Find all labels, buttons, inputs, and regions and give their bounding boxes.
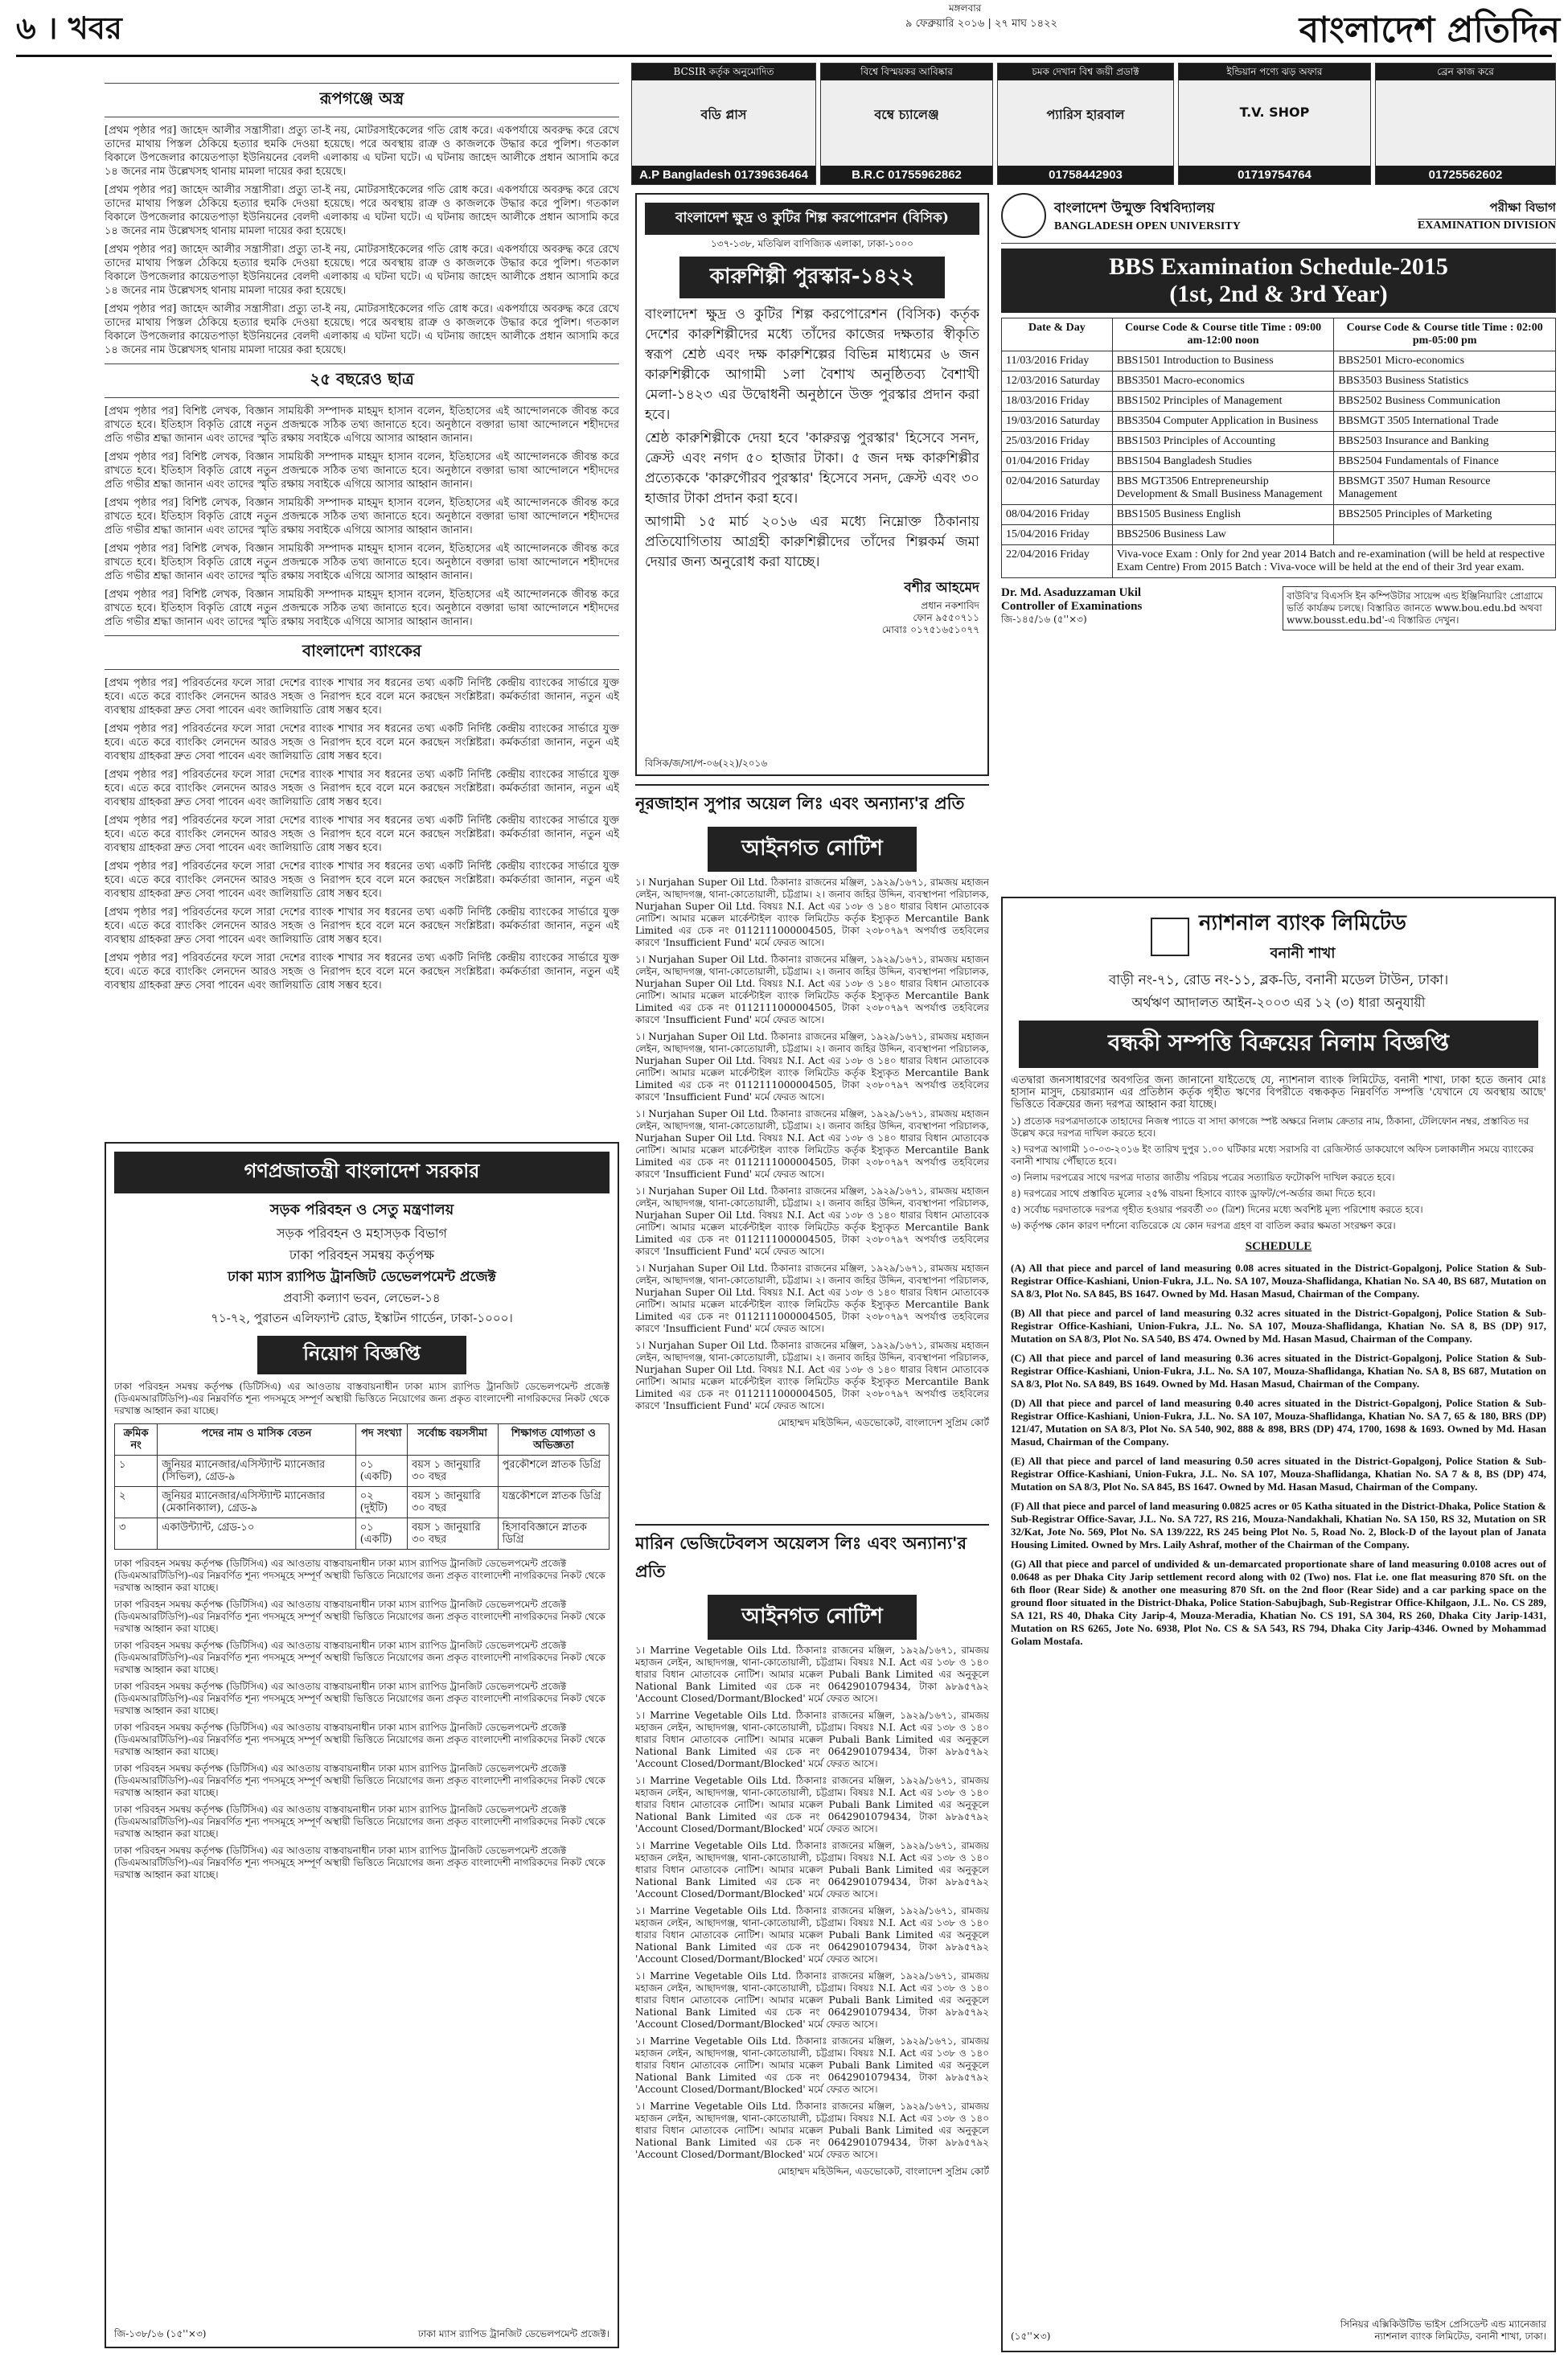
notice-heading: আইনগত নোটিশ — [708, 827, 917, 872]
table-cell: পুরকৌশলে স্নাতক ডিগ্রি — [498, 1456, 609, 1487]
ad-brc — [820, 63, 993, 185]
afternoon-course: BBS3503 Business Statistics — [1334, 372, 1556, 392]
auction-term: ৬) কর্তৃপক্ষ কোন কারণ দর্শানো ব্যতিরেকে যে কোন দরপত্র গ্রহণ বা বাতিল করার ক্ষমতা সংরক্ষণ করে। — [1011, 1220, 1396, 1231]
afternoon-course: BBS2504 Fundamentals of Finance — [1334, 452, 1556, 472]
exam-date: 02/04/2016 Saturday — [1002, 472, 1113, 505]
table-cell: জুনিয়র ম্যানেজার/এসিস্ট্যান্ট ম্যানেজার (সিভিল), গ্রেড-৯ — [158, 1456, 355, 1487]
govt-address: ৭১-৭২, পুরাতন এলিফ্যান্ট রোড, ইস্কাটন গার্ডেন, ঢাকা-১০০০। — [211, 1311, 513, 1325]
university-name-bn: বাংলাদেশ উন্মুক্ত বিশ্ববিদ্যালয় — [1054, 200, 1215, 216]
notice-body: ১। Nurjahan Super Oil Ltd. ঠিকানাঃ রাজনের মঞ্জিল, ১৯২৯/১৬৭১, রামজয় মহাজন লেইন, আছাদগঞ্জ, থানা-কোতোয়ালী, চট্টগ্রাম। ২। জনাব জহির উদ্দিন, ব্যবস্থাপনা পরিচালক, Nurjahan Super Oil Ltd. বিষয়ঃ N.I. Act এর ১৩৮ ও ১৪০ ধারার বিধান মোতাবেক নোটিশ। আমার মক্কেল মার্কেন্টাইল ব্যাংক লিমিটেড কর্তৃক ইস্যুকৃত Mercantile Bank Limited এর চেক নং 0112111000004505, টাকা ২৩৮০৭৯৭ অপর্যাপ্ত তহবিলের কারণে 'Insufficient Fund' মর্মে ফেরত আসে। — [635, 877, 989, 948]
table-cell: বয়স ১ জানুয়ারি ৩০ বছর — [407, 1518, 498, 1550]
story-body-repeat: [প্রথম পৃষ্ঠার পর] পরিবর্তনের ফলে সারা দেশের ব্যাংক শাখার সব ধরনের তথ্য একটি নির্দিষ্ট কেন্দ্রীয় ব্যাংকের সার্ভারে যুক্ত হবে। এতে করে ব্যাংকিং লেনদেন আরও সহজ ও নিরাপদ হবে বলে মনে করছেন সংশ্লিষ্টরা। কর্মকর্তারা জানান, নতুন এই ব্যবস্থায় গ্রাহকরা দ্রুত সেবা পাবেন এবং জালিয়াতি রোধ সম্ভব হবে। — [105, 723, 619, 762]
property-schedule — [1011, 1262, 1546, 1648]
terms-text: ঢাকা পরিবহন সমন্বয় কর্তৃপক্ষ (ডিটিসিএ) এর আওতায় বাস্তবায়নাধীন ঢাকা ম্যাস র‍্যাপিড ট্রানজিট ডেভেলপমেন্ট প্রজেক্ট (ডিএমআরটিডিপি)-এর নিম্নবর্ণিত শূন্য পদসমূহে সম্পূর্ণ অস্থায়ী ভিত্তিতে নিয়োগের জন্য প্রকৃত বাংলাদেশী নাগরিকদের নিকট থেকে দরখাস্ত আহ্বান করা যাচ্ছে। — [114, 1804, 605, 1839]
notice-body-repeat: ১। Marrine Vegetable Oils Ltd. ঠিকানাঃ রাজনের মঞ্জিল, ১৯২৯/১৬৭১, রামজয় মহাজন লেইন, আছাদগঞ্জ, থানা-কোতোয়ালী, চট্টগ্রাম। বিষয়ঃ N.I. Act এর ১৩৮ ও ১৪০ ধারার বিধান মোতাবেক নোটিশ। আমার মক্কেল Pubali Bank Limited এর অনুকূলে National Bank Limited এর চেক নং 0642901079434, টাকা ৯৮৯৫৭৯২ 'Account Closed/Dormant/Blocked' মর্মে ফেরত আসে। — [635, 1970, 989, 2030]
auction-term: ৫) সর্বোচ্চ দরদাতাকে দরপত্র গৃহীত হওয়ার পরবর্তী ৩০ (ত্রিশ) দিনের মধ্যে অবশিষ্ট মূল্য পরিশোধ করতে হবে। — [1011, 1204, 1423, 1215]
bou-exam-schedule — [1001, 193, 1556, 885]
table-cell: বয়স ১ জানুয়ারি ৩০ বছর — [407, 1487, 498, 1518]
ad-company: B.R.C — [852, 168, 885, 182]
table-row — [1002, 472, 1556, 505]
ad-phone: 01739636464 — [734, 168, 808, 182]
header-rule — [16, 55, 1552, 57]
schedule-item: (D) All that piece and parcel of land measuring 0.40 acres situated in the District-Gopalgonj, Police Station & Sub-Registrar Office-Kashiani, Union-Fukra, J.L. No. SA 107, Mouza-Shaflidanga, Khatian No. SA 7, 65 & 180, BRS (DP) 121/47, Mutation on SA 8/3, Plot No. SA 540, 902, 888 & 898, BRS (DP) 474, 1700, 1698 & 1693. Owned by Md. Hasan Masud, Chairman of the Company. — [1011, 1397, 1546, 1448]
table-row — [115, 1487, 610, 1518]
table-row — [1002, 392, 1556, 412]
story-body-repeat: [প্রথম পৃষ্ঠার পর] জাহেদ আলীর সন্ত্রাসীরা। প্রত্যু তা-ই নয়, মোটরসাইকেলের গতি রোধ করে। একপর্যায়ে অবরুদ্ধ করে রেখে তাদের মাথায় পিস্তল ঠেকিয়ে হত্যার হুমকি দেওয়া হয়েছে। পরে অবস্থায় রাত্রু ও কাজলকে উদ্ধার করে পুলিশ। গতকাল বিকালে উপজেলার কায়েতপাড়া ইউনিয়নের বেলদী এলাকায় এ ঘটনা ঘটে। এ ঘটনায় জাহেদ আলীকে প্রধান আসামি করে ১৪ জনের নাম উল্লেখসহ থানায় মামলা দায়ের করা হয়েছে। — [105, 244, 619, 297]
exam-date: 22/04/2016 Friday — [1002, 545, 1113, 578]
university-name-en: BANGLADESH OPEN UNIVERSITY — [1054, 220, 1241, 232]
bank-logo-icon — [1151, 918, 1189, 956]
table-row — [115, 1456, 610, 1487]
controller-name: Dr. Md. Asaduzzaman Ukil — [1001, 586, 1142, 599]
morning-course: BBS MGT3506 Entrepreneurship Development & Small Business Management — [1112, 472, 1334, 505]
story-body-repeat: [প্রথম পৃষ্ঠার পর] বিশিষ্ট লেখক, বিজ্ঞান সাময়িকী সম্পাদক মাহমুদ হাসান বলেন, ইতিহাসের এই আন্দোলনকে জীবন্ত করে রাখতে হবে। ইতিহাস বিকৃতি রোধে নতুন প্রজন্মকে সঠিক তথ্য জানাতে হবে। অনুষ্ঠানে বক্তারা ভাষা আন্দোলনে শহীদদের প্রতি গভীর শ্রদ্ধা জানান এবং তাদের স্মৃতি রক্ষায় সবাইকে এগিয়ে আসার আহ্বান জানান। — [105, 497, 619, 536]
story-title: রূপগঞ্জে অস্ত্র — [105, 83, 619, 117]
ad-label: ইন্ডিয়ান পণ্যে ঝড় অফার — [1179, 64, 1370, 80]
bank-address: বাড়ী নং-৭১, রোড নং-১১, ব্লক-ডি, বনানী মডেল টাউন, ঢাকা। — [1108, 972, 1449, 988]
auction-term: ১) প্রত্যেক দরপত্রদাতাকে তাহাদের নিজস্ব প্যাডে বা সাদা কাগজে স্পষ্ট অক্ষরে নিলাম ক্রেতার নাম, ঠিকানা, টেলিফোন নম্বর, প্রস্তাবিত দর উল্লেখ করে দরপত্র দাখিল করতে হবে। — [1011, 1115, 1529, 1139]
header-date: ৯ ফেব্রুয়ারি ২০১৬ | ২৭ মাঘ ১৪২২ — [905, 18, 1057, 30]
university-seal-icon — [1001, 193, 1046, 238]
notice-body-repeat: ১। Marrine Vegetable Oils Ltd. ঠিকানাঃ রাজনের মঞ্জিল, ১৯২৯/১৬৭১, রামজয় মহাজন লেইন, আছাদগঞ্জ, থানা-কোতোয়ালী, চট্টগ্রাম। বিষয়ঃ N.I. Act এর ১৩৮ ও ১৪০ ধারার বিধান মোতাবেক নোটিশ। আমার মক্কেল Pubali Bank Limited এর অনুকূলে National Bank Limited এর চেক নং 0642901079434, টাকা ৯৮৯৫৭৯২ 'Account Closed/Dormant/Blocked' মর্মে ফেরত আসে। — [635, 1840, 989, 1900]
story-body-repeat: [প্রথম পৃষ্ঠার পর] বিশিষ্ট লেখক, বিজ্ঞান সাময়িকী সম্পাদক মাহমুদ হাসান বলেন, ইতিহাসের এই আন্দোলনকে জীবন্ত করে রাখতে হবে। ইতিহাস বিকৃতি রোধে নতুন প্রজন্মকে সঠিক তথ্য জানাতে হবে। অনুষ্ঠানে বক্তারা ভাষা আন্দোলনে শহীদদের প্রতি গভীর শ্রদ্ধা জানান এবং তাদের স্মৃতি রক্ষায় সবাইকে এগিয়ে আসার আহ্বান জানান। — [105, 589, 619, 628]
table-cell: ৩ — [115, 1518, 158, 1550]
notice-title: মারিন ভেজিটেবলস অয়েলস লিঃ এবং অন্যান্য'র প্রতি — [635, 1533, 967, 1581]
afternoon-course: BBS2501 Micro-economics — [1334, 351, 1556, 372]
bscic-award-ad — [635, 193, 989, 776]
bscic-address: ১৩৭-১৩৮, মতিঝিল বাণিজ্যিক এলাকা, ঢাকা-১০০০ — [711, 238, 913, 249]
recruitment-heading: নিয়োগ বিজ্ঞপ্তি — [257, 1336, 466, 1374]
table-cell: ০১ (একটি) — [355, 1518, 407, 1550]
ad-label: বিশ্বে বিস্ময়কর আবিষ্কার — [821, 64, 992, 80]
notice-body-repeat: ১। Marrine Vegetable Oils Ltd. ঠিকানাঃ রাজনের মঞ্জিল, ১৯২৯/১৬৭১, রামজয় মহাজন লেইন, আছাদগঞ্জ, থানা-কোতোয়ালী, চট্টগ্রাম। বিষয়ঃ N.I. Act এর ১৩৮ ও ১৪০ ধারার বিধান মোতাবেক নোটিশ। আমার মক্কেল Pubali Bank Limited এর অনুকূলে National Bank Limited এর চেক নং 0642901079434, টাকা ৯৮৯৫৭৯২ 'Account Closed/Dormant/Blocked' মর্মে ফেরত আসে। — [635, 1710, 989, 1769]
ministry-name: সড়ক পরিবহন ও সেতু মন্ত্রণালয় — [269, 1201, 454, 1218]
terms-text: ঢাকা পরিবহন সমন্বয় কর্তৃপক্ষ (ডিটিসিএ) এর আওতায় বাস্তবায়নাধীন ঢাকা ম্যাস র‍্যাপিড ট্রানজিট ডেভেলপমেন্ট প্রজেক্ট (ডিএমআরটিডিপি)-এর নিম্নবর্ণিত শূন্য পদসমূহে সম্পূর্ণ অস্থায়ী ভিত্তিতে নিয়োগের জন্য প্রকৃত বাংলাদেশী নাগরিকদের নিকট থেকে দরখাস্ত আহ্বান করা যাচ্ছে। — [114, 1599, 605, 1634]
signatory-name: বশীর আহমেদ — [904, 580, 979, 596]
auction-term: ৩) নিলাম দরপত্রের সাথে দরপত্র দাতার জাতীয় পরিচয় পত্রের সত্যায়িত ফটোকপি দাখিল করতে হবে। — [1011, 1172, 1395, 1183]
exam-date: 25/03/2016 Friday — [1002, 432, 1113, 452]
signatory-title: প্রধান নকশাবিদ — [921, 600, 979, 611]
ad-phone: 01725562602 — [1376, 166, 1555, 184]
story-body-repeat: [প্রথম পৃষ্ঠার পর] পরিবর্তনের ফলে সারা দেশের ব্যাংক শাখার সব ধরনের তথ্য একটি নির্দিষ্ট কেন্দ্রীয় ব্যাংকের সার্ভারে যুক্ত হবে। এতে করে ব্যাংকিং লেনদেন আরও সহজ ও নিরাপদ হবে বলে মনে করছেন সংশ্লিষ্টরা। কর্মকর্তারা জানান, নতুন এই ব্যবস্থায় গ্রাহকরা দ্রুত সেবা পাবেন এবং জালিয়াতি রোধ সম্ভব হবে। — [105, 815, 619, 854]
ad-paris-herbal — [997, 63, 1174, 185]
notice-body-repeat: ১। Nurjahan Super Oil Ltd. ঠিকানাঃ রাজনের মঞ্জিল, ১৯২৯/১৬৭১, রামজয় মহাজন লেইন, আছাদগঞ্জ, থানা-কোতোয়ালী, চট্টগ্রাম। ২। জনাব জহির উদ্দিন, ব্যবস্থাপনা পরিচালক, Nurjahan Super Oil Ltd. বিষয়ঃ N.I. Act এর ১৩৮ ও ১৪০ ধারার বিধান মোতাবেক নোটিশ। আমার মক্কেল মার্কেন্টাইল ব্যাংক লিমিটেড কর্তৃক ইস্যুকৃত Mercantile Bank Limited এর চেক নং 0112111000004505, টাকা ২৩৮০৭৯৭ অপর্যাপ্ত তহবিলের কারণে 'Insufficient Fund' মর্মে ফেরত আসে। — [635, 1031, 989, 1103]
afternoon-course: BBSMGT 3507 Human Resource Management — [1334, 472, 1556, 505]
ad-label: চমক দেখান বিশ্ব জয়ী প্রডাক্ট — [998, 64, 1173, 80]
notice-body-repeat: ১। Nurjahan Super Oil Ltd. ঠিকানাঃ রাজনের মঞ্জিল, ১৯২৯/১৬৭১, রামজয় মহাজন লেইন, আছাদগঞ্জ, থানা-কোতোয়ালী, চট্টগ্রাম। ২। জনাব জহির উদ্দিন, ব্যবস্থাপনা পরিচালক, Nurjahan Super Oil Ltd. বিষয়ঃ N.I. Act এর ১৩৮ ও ১৪০ ধারার বিধান মোতাবেক নোটিশ। আমার মক্কেল মার্কেন্টাইল ব্যাংক লিমিটেড কর্তৃক ইস্যুকৃত Mercantile Bank Limited এর চেক নং 0112111000004505, টাকা ২৩৮০৭৯৭ অপর্যাপ্ত তহবিলের কারণে 'Insufficient Fund' মর্মে ফেরত আসে। — [635, 1263, 989, 1334]
project-name: ঢাকা ম্যাস র‍্যাপিড ট্রানজিট ডেভেলপমেন্ট প্রজেক্ট — [228, 1269, 496, 1285]
auction-heading: বন্ধকী সম্পত্তি বিক্রয়ের নিলাম বিজ্ঞপ্তি — [1019, 1021, 1538, 1068]
notice-signatory: মোহাম্মদ মহিউদ্দিন, এডভোকেট, বাংলাদেশ সুপ্রিম কোর্ট — [777, 1417, 989, 1428]
authority-name: ঢাকা পরিবহন সমন্বয় কর্তৃপক্ষ — [289, 1247, 435, 1263]
table-header: পদের নাম ও মাসিক বেতন — [158, 1424, 355, 1456]
table-cell: ০২ (দুইটি) — [355, 1487, 407, 1518]
exam-date: 01/04/2016 Friday — [1002, 452, 1113, 472]
morning-course: BBS1505 Business English — [1112, 505, 1334, 525]
table-row — [1002, 452, 1556, 472]
table-cell: একাউন্ট্যান্ট, গ্রেড-১০ — [158, 1518, 355, 1550]
table-row — [1002, 505, 1556, 525]
table-header: Course Code & Course title Time : 09:00 am-12:00 noon — [1112, 318, 1334, 351]
story-body-repeat: [প্রথম পৃষ্ঠার পর] জাহেদ আলীর সন্ত্রাসীরা। প্রত্যু তা-ই নয়, মোটরসাইকেলের গতি রোধ করে। একপর্যায়ে অবরুদ্ধ করে রেখে তাদের মাথায় পিস্তল ঠেকিয়ে হত্যার হুমকি দেওয়া হয়েছে। পরে অবস্থায় রাত্রু ও কাজলকে উদ্ধার করে পুলিশ। গতকাল বিকালে উপজেলার কায়েতপাড়া ইউনিয়নের বেলদী এলাকায় এ ঘটনা ঘটে। এ ঘটনায় জাহেদ আলীকে প্রধান আসামি করে ১৪ জনের নাম উল্লেখসহ থানায় মামলা দায়ের করা হয়েছে। — [105, 184, 619, 237]
recruitment-intro: ঢাকা পরিবহন সমন্বয় কর্তৃপক্ষ (ডিটিসিএ) এর আওতায় বাস্তবায়নাধীন ঢাকা ম্যাস র‍্যাপিড ট্রানজিট ডেভেলপমেন্ট প্রজেক্ট (ডিএমআরটিডিপি)-এর নিম্নবর্ণিত শূন্য পদসমূহে সম্পূর্ণ অস্থায়ী ভিত্তিতে নিয়োগের জন্য প্রকৃত বাংলাদেশী নাগরিকদের নিকট থেকে দরখাস্ত আহ্বান করা যাচ্ছে। — [114, 1381, 610, 1416]
table-cell: ০১ (একটি) — [355, 1456, 407, 1487]
story-body: [প্রথম পৃষ্ঠার পর] বিশিষ্ট লেখক, বিজ্ঞান সাময়িকী সম্পাদক মাহমুদ হাসান বলেন, ইতিহাসের এই আন্দোলনকে জীবন্ত করে রাখতে হবে। ইতিহাস বিকৃতি রোধে নতুন প্রজন্মকে সঠিক তথ্য জানাতে হবে। অনুষ্ঠানে বক্তারা ভাষা আন্দোলনে শহীদদের প্রতি গভীর শ্রদ্ধা জানান এবং তাদের স্মৃতি রক্ষায় সবাইকে এগিয়ে আসার আহ্বান জানান। — [105, 405, 619, 445]
story-body: [প্রথম পৃষ্ঠার পর] জাহেদ আলীর সন্ত্রাসীরা। প্রত্যু তা-ই নয়, মোটরসাইকেলের গতি রোধ করে। একপর্যায়ে অবরুদ্ধ করে রেখে তাদের মাথায় পিস্তল ঠেকিয়ে হত্যার হুমকি দেওয়া হয়েছে। পরে অবস্থায় রাত্রু ও কাজলকে উদ্ধার করে পুলিশ। গতকাল বিকালে উপজেলার কায়েতপাড়া ইউনিয়নের বেলদী এলাকায় এ ঘটনা ঘটে। এ ঘটনায় জাহেদ আলীকে প্রধান আসামি করে ১৪ জনের নাম উল্লেখসহ থানায় মামলা দায়ের করা হয়েছে। — [105, 125, 619, 178]
schedule-item: (F) All that piece and parcel of land measuring 0.0825 acres or 05 Katha situated in the District-Dhaka, Police Station & Sub-Registrar Office-Savar, J.L. No. SA 727, RS 216, Mouza-Nandakhali, Khatian No. SA 150, RS 32, Mutation on SR 32/Kat, Jote No. 569, Plot No. SA 139/222, RS 245 being Plot No. 5, Road No. 2, Block-D of the layout plan of Janata Housing Limited. Owned by Mrs. Laily Ashraf, mother of the Chairman of the Company. — [1011, 1500, 1546, 1550]
morning-course: BBS1504 Bangladesh Studies — [1112, 452, 1334, 472]
schedule-title: SCHEDULE — [1245, 1240, 1312, 1253]
posts-table — [114, 1423, 610, 1550]
cse-admission-note: বাউবি'র বিএসসি ইন কম্পিউটার সায়েন্স এন্ড ইঞ্জিনিয়ারিং প্রোগ্রামে ভর্তি কার্যক্রম চলছে। বিস্তারিত জানতে www.bou.edu.bd অথবা www.bousst.edu.bd'-এ বিস্তারিত দেখুন। — [1283, 586, 1556, 630]
afternoon-course — [1334, 525, 1556, 545]
afternoon-course: BBS2505 Principles of Marketing — [1334, 505, 1556, 525]
building-name: প্রবাসী কল্যাণ ভবন, লেভেল-১৪ — [283, 1291, 441, 1305]
page-section-label: ৬ । খবর — [16, 10, 122, 46]
story-body-repeat: [প্রথম পৃষ্ঠার পর] পরিবর্তনের ফলে সারা দেশের ব্যাংক শাখার সব ধরনের তথ্য একটি নির্দিষ্ট কেন্দ্রীয় ব্যাংকের সার্ভারে যুক্ত হবে। এতে করে ব্যাংকিং লেনদেন আরও সহজ ও নিরাপদ হবে বলে মনে করছেন সংশ্লিষ্টরা। কর্মকর্তারা জানান, নতুন এই ব্যবস্থায় গ্রাহকরা দ্রুত সেবা পাবেন এবং জালিয়াতি রোধ সম্ভব হবে। — [105, 906, 619, 946]
ad-product: বম্বে চ্যালেঞ্জ — [874, 107, 939, 122]
award-deadline: আগামী ১৫ মার্চ ২০১৬ এর মধ্যে নিম্নোক্ত ঠিকানায় প্রতিযোগিতায় আগ্রহী কারুশিল্পীদের তাঁদের শিল্পকর্ম জমা দেয়ার জন্য অনুরোধ করা যাচ্ছে। — [645, 514, 979, 570]
auction-intro: এতদ্বারা জনসাধারণের অবগতির জন্য জানানো যাইতেছে যে, ন্যাশনাল ব্যাংক লিমিটেড, বনানী শাখা, ঢাকা হতে জনাব মোঃ হাসান মাসুদ, চেয়ারম্যান এর প্রতিষ্ঠান কর্তৃক গৃহীত ঋণের বিপরীতে বন্ধককৃত নিম্নবর্ণিত সম্পত্তি 'যেখানে যে অবস্থায় আছে' ভিত্তিতে বিক্রয়ের জন্য দরপত্র আহ্বান করা যাচ্ছে। — [1011, 1074, 1546, 1111]
masthead-logo: বাংলাদেশ প্রতিদিন — [1299, 10, 1560, 51]
exam-date: 18/03/2016 Friday — [1002, 392, 1113, 412]
morning-course: BBS1502 Principles of Management — [1112, 392, 1334, 412]
ad-label: ব্রেন কাজ করে — [1376, 64, 1555, 80]
terms-text: ঢাকা পরিবহন সমন্বয় কর্তৃপক্ষ (ডিটিসিএ) এর আওতায় বাস্তবায়নাধীন ঢাকা ম্যাস র‍্যাপিড ট্রানজিট ডেভেলপমেন্ট প্রজেক্ট (ডিএমআরটিডিপি)-এর নিম্নবর্ণিত শূন্য পদসমূহে সম্পূর্ণ অস্থায়ী ভিত্তিতে নিয়োগের জন্য প্রকৃত বাংলাদেশী নাগরিকদের নিকট থেকে দরখাস্ত আহ্বান করা যাচ্ছে। — [114, 1763, 605, 1798]
exam-date: 08/04/2016 Friday — [1002, 505, 1113, 525]
schedule-subtitle: (1st, 2nd & 3rd Year) — [1169, 281, 1388, 307]
bank-name: ন্যাশনাল ব্যাংক লিমিটেড — [1199, 911, 1406, 935]
notice-body-repeat: ১। Nurjahan Super Oil Ltd. ঠিকানাঃ রাজনের মঞ্জিল, ১৯২৯/১৬৭১, রামজয় মহাজন লেইন, আছাদগঞ্জ, থানা-কোতোয়ালী, চট্টগ্রাম। ২। জনাব জহির উদ্দিন, ব্যবস্থাপনা পরিচালক, Nurjahan Super Oil Ltd. বিষয়ঃ N.I. Act এর ১৩৮ ও ১৪০ ধারার বিধান মোতাবেক নোটিশ। আমার মক্কেল মার্কেন্টাইল ব্যাংক লিমিটেড কর্তৃক ইস্যুকৃত Mercantile Bank Limited এর চেক নং 0112111000004505, টাকা ২৩৮০৭৯৭ অপর্যাপ্ত তহবিলের কারণে 'Insufficient Fund' মর্মে ফেরত আসে। — [635, 954, 989, 1025]
nbl-auction-notice — [1001, 897, 1556, 2352]
notice-body-repeat: ১। Nurjahan Super Oil Ltd. ঠিকানাঃ রাজনের মঞ্জিল, ১৯২৯/১৬৭১, রামজয় মহাজন লেইন, আছাদগঞ্জ, থানা-কোতোয়ালী, চট্টগ্রাম। ২। জনাব জহির উদ্দিন, ব্যবস্থাপনা পরিচালক, Nurjahan Super Oil Ltd. বিষয়ঃ N.I. Act এর ১৩৮ ও ১৪০ ধারার বিধান মোতাবেক নোটিশ। আমার মক্কেল মার্কেন্টাইল ব্যাংক লিমিটেড কর্তৃক ইস্যুকৃত Mercantile Bank Limited এর চেক নং 0112111000004505, টাকা ২৩৮০৭৯৭ অপর্যাপ্ত তহবিলের কারণে 'Insufficient Fund' মর্মে ফেরত আসে। — [635, 1340, 989, 1411]
morning-course: BBS3504 Computer Application in Business — [1112, 412, 1334, 432]
notice-body-repeat: ১। Nurjahan Super Oil Ltd. ঠিকানাঃ রাজনের মঞ্জিল, ১৯২৯/১৬৭১, রামজয় মহাজন লেইন, আছাদগঞ্জ, থানা-কোতোয়ালী, চট্টগ্রাম। ২। জনাব জহির উদ্দিন, ব্যবস্থাপনা পরিচালক, Nurjahan Super Oil Ltd. বিষয়ঃ N.I. Act এর ১৩৮ ও ১৪০ ধারার বিধান মোতাবেক নোটিশ। আমার মক্কেল মার্কেন্টাইল ব্যাংক লিমিটেড কর্তৃক ইস্যুকৃত Mercantile Bank Limited এর চেক নং 0112111000004505, টাকা ২৩৮০৭৯৭ অপর্যাপ্ত তহবিলের কারণে 'Insufficient Fund' মর্মে ফেরত আসে। — [635, 1108, 989, 1180]
story-body-repeat: [প্রথম পৃষ্ঠার পর] বিশিষ্ট লেখক, বিজ্ঞান সাময়িকী সম্পাদক মাহমুদ হাসান বলেন, ইতিহাসের এই আন্দোলনকে জীবন্ত করে রাখতে হবে। ইতিহাস বিকৃতি রোধে নতুন প্রজন্মকে সঠিক তথ্য জানাতে হবে। অনুষ্ঠানে বক্তারা ভাষা আন্দোলনে শহীদদের প্রতি গভীর শ্রদ্ধা জানান এবং তাদের স্মৃতি রক্ষায় সবাইকে এগিয়ে আসার আহ্বান জানান। — [105, 451, 619, 491]
schedule-title: BBS Examination Schedule-2015 — [1109, 253, 1448, 280]
story-title: বাংলাদেশ ব্যাংকের — [105, 635, 619, 670]
auction-term: ৪) দরপত্রের সাথে প্রস্তাবিত মূল্যের ২৫% বায়না হিসাবে ব্যাংক ড্রাফট/পে-অর্ডার জমা দিতে হবে। — [1011, 1188, 1376, 1199]
morning-course: BBS1503 Principles of Accounting — [1112, 432, 1334, 452]
controller-title: Controller of Examinations — [1001, 600, 1143, 613]
signatory-mobile: মোবাঃ ০১৭৫১৬৫১০৭৭ — [881, 624, 979, 635]
ad-label: BCSIR কর্তৃক অনুমোদিত — [632, 64, 815, 80]
afternoon-course: BBSMGT 3505 International Trade — [1334, 412, 1556, 432]
ad-reference: জি-১৪৫/১৬ (৫''×৩) — [1001, 614, 1087, 625]
ad-brain — [1375, 63, 1556, 185]
award-heading: কারুশিল্পী পুরস্কার-১৪২২ — [679, 257, 945, 298]
ad-company: A.P Bangladesh — [639, 168, 731, 182]
ad-signatory: ঢাকা ম্যাস র‍্যাপিড ট্রানজিট ডেভেলপমেন্ট প্রজেক্ট। — [417, 2328, 610, 2339]
story-body-repeat: [প্রথম পৃষ্ঠার পর] বিশিষ্ট লেখক, বিজ্ঞান সাময়িকী সম্পাদক মাহমুদ হাসান বলেন, ইতিহাসের এই আন্দোলনকে জীবন্ত করে রাখতে হবে। ইতিহাস বিকৃতি রোধে নতুন প্রজন্মকে সঠিক তথ্য জানাতে হবে। অনুষ্ঠানে বক্তারা ভাষা আন্দোলনে শহীদদের প্রতি গভীর শ্রদ্ধা জানান এবং তাদের স্মৃতি রক্ষায় সবাইকে এগিয়ে আসার আহ্বান জানান। — [105, 543, 619, 582]
award-prizes: শ্রেষ্ঠ কারুশিল্পীকে দেয়া হবে 'কারুরত্ন পুরস্কার' হিসেবে সনদ, ক্রেস্ট এবং নগদ ৫০ হাজার টাকা। ৫ জন দক্ষ কারুশিল্পীর প্রত্যেককে 'কারুগৌরব পুরস্কার' হিসেবে সনদ, ক্রেস্ট এবং ৩০ হাজার টাকা প্রদান করা হবে। — [645, 430, 979, 507]
story-body-repeat: [প্রথম পৃষ্ঠার পর] পরিবর্তনের ফলে সারা দেশের ব্যাংক শাখার সব ধরনের তথ্য একটি নির্দিষ্ট কেন্দ্রীয় ব্যাংকের সার্ভারে যুক্ত হবে। এতে করে ব্যাংকিং লেনদেন আরও সহজ ও নিরাপদ হবে বলে মনে করছেন সংশ্লিষ্টরা। কর্মকর্তারা জানান, নতুন এই ব্যবস্থায় গ্রাহকরা দ্রুত সেবা পাবেন এবং জালিয়াতি রোধ সম্ভব হবে। — [105, 952, 619, 992]
table-header: Date & Day — [1002, 318, 1113, 351]
table-header: Course Code & Course title Time : 02:00 pm-05:00 pm — [1334, 318, 1556, 351]
notice-body-repeat: ১। Marrine Vegetable Oils Ltd. ঠিকানাঃ রাজনের মঞ্জিল, ১৯২৯/১৬৭১, রামজয় মহাজন লেইন, আছাদগঞ্জ, থানা-কোতোয়ালী, চট্টগ্রাম। বিষয়ঃ N.I. Act এর ১৩৮ ও ১৪০ ধারার বিধান মোতাবেক নোটিশ। আমার মক্কেল Pubali Bank Limited এর অনুকূলে National Bank Limited এর চেক নং 0642901079434, টাকা ৯৮৯৫৭৯২ 'Account Closed/Dormant/Blocked' মর্মে ফেরত আসে। — [635, 1775, 989, 1834]
legal-notice-marrine — [635, 1524, 989, 2352]
table-cell: বয়স ১ জানুয়ারি ৩০ বছর — [407, 1456, 498, 1487]
table-row — [1002, 372, 1556, 392]
afternoon-course: BBS2502 Business Communication — [1334, 392, 1556, 412]
division-name-bn: পরীক্ষা বিভাগ — [1489, 200, 1556, 215]
ad-reference: জি-১৩৮/১৬ (১৫''×৩) — [114, 2328, 207, 2339]
table-header: শিক্ষাগত যোগ্যতা ও অভিজ্ঞতা — [498, 1424, 609, 1456]
ad-reference: (১৫''×৩) — [1011, 2331, 1051, 2342]
table-cell: ১ — [115, 1456, 158, 1487]
legal-basis: অর্থঋণ আদালত আইন-২০০৩ এর ১২ (৩) ধারা অনুযায়ী — [1131, 995, 1426, 1010]
notice-title: নূরজাহান সুপার অয়েল লিঃ এবং অন্যান্য'র প্রতি — [635, 793, 965, 813]
ad-product: বডি প্লাস — [700, 107, 747, 122]
exam-date: 19/03/2016 Saturday — [1002, 412, 1113, 432]
ad-reference: বিসিক/জ/সা/প-০৬(২২)/২০১৬ — [645, 758, 768, 769]
table-header: ক্রমিক নং — [115, 1424, 158, 1456]
notice-body-repeat: ১। Marrine Vegetable Oils Ltd. ঠিকানাঃ রাজনের মঞ্জিল, ১৯২৯/১৬৭১, রামজয় মহাজন লেইন, আছাদগঞ্জ, থানা-কোতোয়ালী, চট্টগ্রাম। বিষয়ঃ N.I. Act এর ১৩৮ ও ১৪০ ধারার বিধান মোতাবেক নোটিশ। আমার মক্কেল Pubali Bank Limited এর অনুকূলে National Bank Limited এর চেক নং 0642901079434, টাকা ৯৮৯৫৭৯২ 'Account Closed/Dormant/Blocked' মর্মে ফেরত আসে। — [635, 2035, 989, 2095]
ad-bodyplus — [631, 63, 816, 185]
branch-name: বনানী শাখা — [1270, 945, 1336, 962]
terms-text: ঢাকা পরিবহন সমন্বয় কর্তৃপক্ষ (ডিটিসিএ) এর আওতায় বাস্তবায়নাধীন ঢাকা ম্যাস র‍্যাপিড ট্রানজিট ডেভেলপমেন্ট প্রজেক্ট (ডিএমআরটিডিপি)-এর নিম্নবর্ণিত শূন্য পদসমূহে সম্পূর্ণ অস্থায়ী ভিত্তিতে নিয়োগের জন্য প্রকৃত বাংলাদেশী নাগরিকদের নিকট থেকে দরখাস্ত আহ্বান করা যাচ্ছে। — [114, 1681, 605, 1716]
afternoon-course: BBS2503 Insurance and Banking — [1334, 432, 1556, 452]
table-cell: জুনিয়র ম্যানেজার/এসিস্ট্যান্ট ম্যানেজার (মেকানিক্যাল), গ্রেড-৯ — [158, 1487, 355, 1518]
division-name-en: EXAMINATION DIVISION — [1417, 220, 1556, 232]
table-row — [115, 1518, 610, 1550]
bscic-title: বাংলাদেশ ক্ষুদ্র ও কুটির শিল্প করপোরেশন (বিসিক) — [645, 203, 979, 235]
table-header: পদ সংখ্যা — [355, 1424, 407, 1456]
table-cell: ২ — [115, 1487, 158, 1518]
table-header-row — [1002, 318, 1556, 351]
schedule-item: (C) All that piece and parcel of land measuring 0.36 acres situated in the District-Gopalgonj, Police Station & Sub-Registrar Office-Kashiani, Union-Fukra, J.L. No. SA 107, Mouza-Shaflidanga, Khatian No. SA 8, BS 687, Mutation on SA 8/3, Plot No. SA 849, BS 1649. Owned by Md. Hasan Masud, Chairman of the Company. — [1011, 1352, 1546, 1390]
header-day: মঙ্গলবার — [949, 2, 982, 14]
ad-tv-shop — [1178, 63, 1371, 185]
schedule-item: (G) All that piece and parcel of undivided & un-demarcated proportionate share of land measuring 0.0108 acres out of 0.0648 as per Dhaka City Jarip settlement record along with 02 (Two) nos. Flat i.e. one flat measuring 870 Sft. on the 6th floor (Rear Side) & another one measuring 870 Sft. on the 2nd floor (Rear Side) and a car parking space on the ground floor situated in the District-Dhaka, Police Station-Sabujbagh, Sub-Registrar Office-Khilgaon, J.L. No. CS 289, SA 121, RS 40, Dhaka City Jarip-4, Mouza-Meradia, Khatian No. CS 191, SA 304, RS 260, Dhaka City Jarip-1431, Mutation on RS 6265, Jote No. 6938, Plot No. CS & SA 543, RS 794, Dhaka City Jarip-4346. Owned by Mohammad Golam Mostafa. — [1011, 1558, 1546, 1647]
ad-phone: 01719754764 — [1179, 166, 1370, 184]
govt-recruitment-ad — [105, 1142, 619, 2348]
exam-table — [1001, 318, 1556, 578]
ad-phone: 01758442903 — [998, 166, 1173, 184]
table-row — [1002, 525, 1556, 545]
terms-text: ঢাকা পরিবহন সমন্বয় কর্তৃপক্ষ (ডিটিসিএ) এর আওতায় বাস্তবায়নাধীন ঢাকা ম্যাস র‍্যাপিড ট্রানজিট ডেভেলপমেন্ট প্রজেক্ট (ডিএমআরটিডিপি)-এর নিম্নবর্ণিত শূন্য পদসমূহে সম্পূর্ণ অস্থায়ী ভিত্তিতে নিয়োগের জন্য প্রকৃত বাংলাদেশী নাগরিকদের নিকট থেকে দরখাস্ত আহ্বান করা যাচ্ছে। — [114, 1558, 605, 1593]
ad-product: প্যারিস হারবাল — [1046, 107, 1125, 122]
story-title: ২৫ বছরেও ছাত্র — [105, 363, 619, 398]
exam-date: 12/03/2016 Saturday — [1002, 372, 1113, 392]
viva-note: Viva-voce Exam : Only for 2nd year 2014 Batch and re-examination (will be held at respective Exam Centre) From 2015 Batch : Viva-voce will be held at the end of their 3rd year exam. — [1112, 545, 1555, 578]
notice-body-repeat: ১। Marrine Vegetable Oils Ltd. ঠিকানাঃ রাজনের মঞ্জিল, ১৯২৯/১৬৭১, রামজয় মহাজন লেইন, আছাদগঞ্জ, থানা-কোতোয়ালী, চট্টগ্রাম। বিষয়ঃ N.I. Act এর ১৩৮ ও ১৪০ ধারার বিধান মোতাবেক নোটিশ। আমার মক্কেল Pubali Bank Limited এর অনুকূলে National Bank Limited এর চেক নং 0642901079434, টাকা ৯৮৯৫৭৯২ 'Account Closed/Dormant/Blocked' মর্মে ফেরত আসে। — [635, 1905, 989, 1965]
division-name: সড়ক পরিবহন ও মহাসড়ক বিভাগ — [276, 1226, 448, 1241]
morning-course: BBS2506 Business Law — [1112, 525, 1334, 545]
morning-course: BBS1501 Introduction to Business — [1112, 351, 1334, 372]
notice-signatory: মোহাম্মদ মহিউদ্দিন, এডভোকেট, বাংলাদেশ সুপ্রিম কোর্ট — [777, 2166, 989, 2177]
notice-body: ১। Marrine Vegetable Oils Ltd. ঠিকানাঃ রাজনের মঞ্জিল, ১৯২৯/১৬৭১, রামজয় মহাজন লেইন, আছাদগঞ্জ, থানা-কোতোয়ালী, চট্টগ্রাম। বিষয়ঃ N.I. Act এর ১৩৮ ও ১৪০ ধারার বিধান মোতাবেক নোটিশ। আমার মক্কেল Pubali Bank Limited এর অনুকূলে National Bank Limited এর চেক নং 0642901079434, টাকা ৯৮৯৫৭৯২ 'Account Closed/Dormant/Blocked' মর্মে ফেরত আসে। — [635, 1645, 989, 1704]
table-row — [1002, 545, 1556, 578]
table-row — [1002, 432, 1556, 452]
ad-phone: 01755962862 — [888, 168, 962, 182]
notice-body-repeat: ১। Nurjahan Super Oil Ltd. ঠিকানাঃ রাজনের মঞ্জিল, ১৯২৯/১৬৭১, রামজয় মহাজন লেইন, আছাদগঞ্জ, থানা-কোতোয়ালী, চট্টগ্রাম। ২। জনাব জহির উদ্দিন, ব্যবস্থাপনা পরিচালক, Nurjahan Super Oil Ltd. বিষয়ঃ N.I. Act এর ১৩৮ ও ১৪০ ধারার বিধান মোতাবেক নোটিশ। আমার মক্কেল মার্কেন্টাইল ব্যাংক লিমিটেড কর্তৃক ইস্যুকৃত Mercantile Bank Limited এর চেক নং 0112111000004505, টাকা ২৩৮০৭৯৭ অপর্যাপ্ত তহবিলের কারণে 'Insufficient Fund' মর্মে ফেরত আসে। — [635, 1185, 989, 1257]
notice-heading: আইনগত নোটিশ — [708, 1595, 917, 1640]
news-column — [105, 76, 619, 1130]
story-body-repeat: [প্রথম পৃষ্ঠার পর] পরিবর্তনের ফলে সারা দেশের ব্যাংক শাখার সব ধরনের তথ্য একটি নির্দিষ্ট কেন্দ্রীয় ব্যাংকের সার্ভারে যুক্ত হবে। এতে করে ব্যাংকিং লেনদেন আরও সহজ ও নিরাপদ হবে বলে মনে করছেন সংশ্লিষ্টরা। কর্মকর্তারা জানান, নতুন এই ব্যবস্থায় গ্রাহকরা দ্রুত সেবা পাবেন এবং জালিয়াতি রোধ সম্ভব হবে। — [105, 769, 619, 808]
notice-body-repeat: ১। Marrine Vegetable Oils Ltd. ঠিকানাঃ রাজনের মঞ্জিল, ১৯২৯/১৬৭১, রামজয় মহাজন লেইন, আছাদগঞ্জ, থানা-কোতোয়ালী, চট্টগ্রাম। বিষয়ঃ N.I. Act এর ১৩৮ ও ১৪০ ধারার বিধান মোতাবেক নোটিশ। আমার মক্কেল Pubali Bank Limited এর অনুকূলে National Bank Limited এর চেক নং 0642901079434, টাকা ৯৮৯৫৭৯২ 'Account Closed/Dormant/Blocked' মর্মে ফেরত আসে। — [635, 2101, 989, 2160]
terms-text: ঢাকা পরিবহন সমন্বয় কর্তৃপক্ষ (ডিটিসিএ) এর আওতায় বাস্তবায়নাধীন ঢাকা ম্যাস র‍্যাপিড ট্রানজিট ডেভেলপমেন্ট প্রজেক্ট (ডিএমআরটিডিপি)-এর নিম্নবর্ণিত শূন্য পদসমূহে সম্পূর্ণ অস্থায়ী ভিত্তিতে নিয়োগের জন্য প্রকৃত বাংলাদেশী নাগরিকদের নিকট থেকে দরখাস্ত আহ্বান করা যাচ্ছে। — [114, 1845, 605, 1880]
table-row — [1002, 351, 1556, 372]
table-cell: হিসাববিজ্ঞানে স্নাতক ডিগ্রি — [498, 1518, 609, 1550]
ad-product: T.V. SHOP — [1239, 105, 1310, 120]
schedule-item: (A) All that piece and parcel of land measuring 0.08 acres situated in the District-Gopalgonj, Police Station & Sub-Registrar Office-Kashiani, Union-Fukra, J.L. No. SA 107, Mouza-Shaflidanga, Khatian No. SA 40, BS 687, Mutation on SA 8/3, Plot No. SA 845, BS 1647. Owned by Md. Hasan Masud, Chairman of the Company. — [1011, 1262, 1546, 1300]
schedule-item: (E) All that piece and parcel of land measuring 0.50 acres situated in the District-Gopalgonj, Police Station & Sub-Registrar Office-Kashiani, Union-Fukra, J.L. No. SA 107, Mouza-Shaflidanga, Khatian No. SA 7 & 8, BS (DP) 474, Mutation on SA 8/3, Plot No. SA 845, BS 1647. Owned by Md. Hasan Masud, Chairman of the Company. — [1011, 1455, 1546, 1493]
table-header: সর্বোচ্চ বয়সসীমা — [407, 1424, 498, 1456]
terms-text: ঢাকা পরিবহন সমন্বয় কর্তৃপক্ষ (ডিটিসিএ) এর আওতায় বাস্তবায়নাধীন ঢাকা ম্যাস র‍্যাপিড ট্রানজিট ডেভেলপমেন্ট প্রজেক্ট (ডিএমআরটিডিপি)-এর নিম্নবর্ণিত শূন্য পদসমূহে সম্পূর্ণ অস্থায়ী ভিত্তিতে নিয়োগের জন্য প্রকৃত বাংলাদেশী নাগরিকদের নিকট থেকে দরখাস্ত আহ্বান করা যাচ্ছে। — [114, 1640, 605, 1675]
auction-term: ২) দরপত্র আগামী ১০-০৩-২০১৬ ইং তারিখ দুপুর ১.০০ ঘটিকার মধ্যে সরাসরি বা রেজিস্টার্ড ডাকযোগে অফিস চলাকালীন সময়ে ব্যাংকের বনানী শাখায় পৌঁছাতে হবে। — [1011, 1144, 1534, 1167]
morning-course: BBS3501 Macro-economics — [1112, 372, 1334, 392]
table-cell: যন্ত্রকৌশলে স্নাতক ডিগ্রি — [498, 1487, 609, 1518]
schedule-item: (B) All that piece and parcel of land measuring 0.32 acres situated in the District-Gopalgonj, Police Station & Sub-Registrar Office-Kashiani, Union-Fukra, J.L. No. SA 107, Mouza-Shaflidanga, Khatian No. SA 8, BS (DP) 917, Mutation on SA 8/3, Plot No. SA 540, BS 474. Owned by Md. Hasan Masud, Chairman of the Company. — [1011, 1307, 1546, 1345]
table-row — [1002, 412, 1556, 432]
govt-title: গণপ্রজাতন্ত্রী বাংলাদেশ সরকার — [114, 1152, 610, 1193]
exam-date: 11/03/2016 Friday — [1002, 351, 1113, 372]
story-body: [প্রথম পৃষ্ঠার পর] পরিবর্তনের ফলে সারা দেশের ব্যাংক শাখার সব ধরনের তথ্য একটি নির্দিষ্ট কেন্দ্রীয় ব্যাংকের সার্ভারে যুক্ত হবে। এতে করে ব্যাংকিং লেনদেন আরও সহজ ও নিরাপদ হবে বলে মনে করছেন সংশ্লিষ্টরা। কর্মকর্তারা জানান, নতুন এই ব্যবস্থায় গ্রাহকরা দ্রুত সেবা পাবেন এবং জালিয়াতি রোধ সম্ভব হবে। — [105, 677, 619, 717]
exam-date: 15/04/2016 Friday — [1002, 525, 1113, 545]
bank-signatory: সিনিয়র এক্সিকিউটিভ ভাইস প্রেসিডেন্ট এন্ড ম্যানেজার — [1340, 2319, 1546, 2330]
story-body-repeat: [প্রথম পৃষ্ঠার পর] পরিবর্তনের ফলে সারা দেশের ব্যাংক শাখার সব ধরনের তথ্য একটি নির্দিষ্ট কেন্দ্রীয় ব্যাংকের সার্ভারে যুক্ত হবে। এতে করে ব্যাংকিং লেনদেন আরও সহজ ও নিরাপদ হবে বলে মনে করছেন সংশ্লিষ্টরা। কর্মকর্তারা জানান, নতুন এই ব্যবস্থায় গ্রাহকরা দ্রুত সেবা পাবেন এবং জালিয়াতি রোধ সম্ভব হবে। — [105, 860, 619, 900]
bank-signatory-branch: ন্যাশনাল ব্যাংক লিমিটেড, বনানী শাখা, ঢাকা। — [1374, 2331, 1546, 2342]
award-body: বাংলাদেশ ক্ষুদ্র ও কুটির শিল্প করপোরেশন (বিসিক) কর্তৃক দেশের কারুশিল্পীদের মধ্যে তাঁদের কাজের দক্ষতার স্বীকৃতি স্বরূপ শ্রেষ্ঠ এবং দক্ষ কারুশিল্পের বিভিন্ন মাধ্যমের ৬ জন কারুশিল্পীকে আগামী ১লা বৈশাখ অনুষ্ঠিতব্য বৈশাখী মেলা-১৪২৩ এর উদ্বোধনী অনুষ্ঠানে উক্ত পুরস্কার প্রদান করা হবে। — [645, 306, 979, 423]
story-body-repeat: [প্রথম পৃষ্ঠার পর] জাহেদ আলীর সন্ত্রাসীরা। প্রত্যু তা-ই নয়, মোটরসাইকেলের গতি রোধ করে। একপর্যায়ে অবরুদ্ধ করে রেখে তাদের মাথায় পিস্তল ঠেকিয়ে হত্যার হুমকি দেওয়া হয়েছে। পরে অবস্থায় রাত্রু ও কাজলকে উদ্ধার করে পুলিশ। গতকাল বিকালে উপজেলার কায়েতপাড়া ইউনিয়নের বেলদী এলাকায় এ ঘটনা ঘটে। এ ঘটনায় জাহেদ আলীকে প্রধান আসামি করে ১৪ জনের নাম উল্লেখসহ থানায় মামলা দায়ের করা হয়েছে। — [105, 303, 619, 356]
legal-notice-nurjahan — [635, 784, 989, 1516]
signatory-phone: ফোন ৯৫৫০৭১১ — [913, 612, 979, 623]
table-header-row — [115, 1424, 610, 1456]
terms-text: ঢাকা পরিবহন সমন্বয় কর্তৃপক্ষ (ডিটিসিএ) এর আওতায় বাস্তবায়নাধীন ঢাকা ম্যাস র‍্যাপিড ট্রানজিট ডেভেলপমেন্ট প্রজেক্ট (ডিএমআরটিডিপি)-এর নিম্নবর্ণিত শূন্য পদসমূহে সম্পূর্ণ অস্থায়ী ভিত্তিতে নিয়োগের জন্য প্রকৃত বাংলাদেশী নাগরিকদের নিকট থেকে দরখাস্ত আহ্বান করা যাচ্ছে। — [114, 1722, 605, 1757]
